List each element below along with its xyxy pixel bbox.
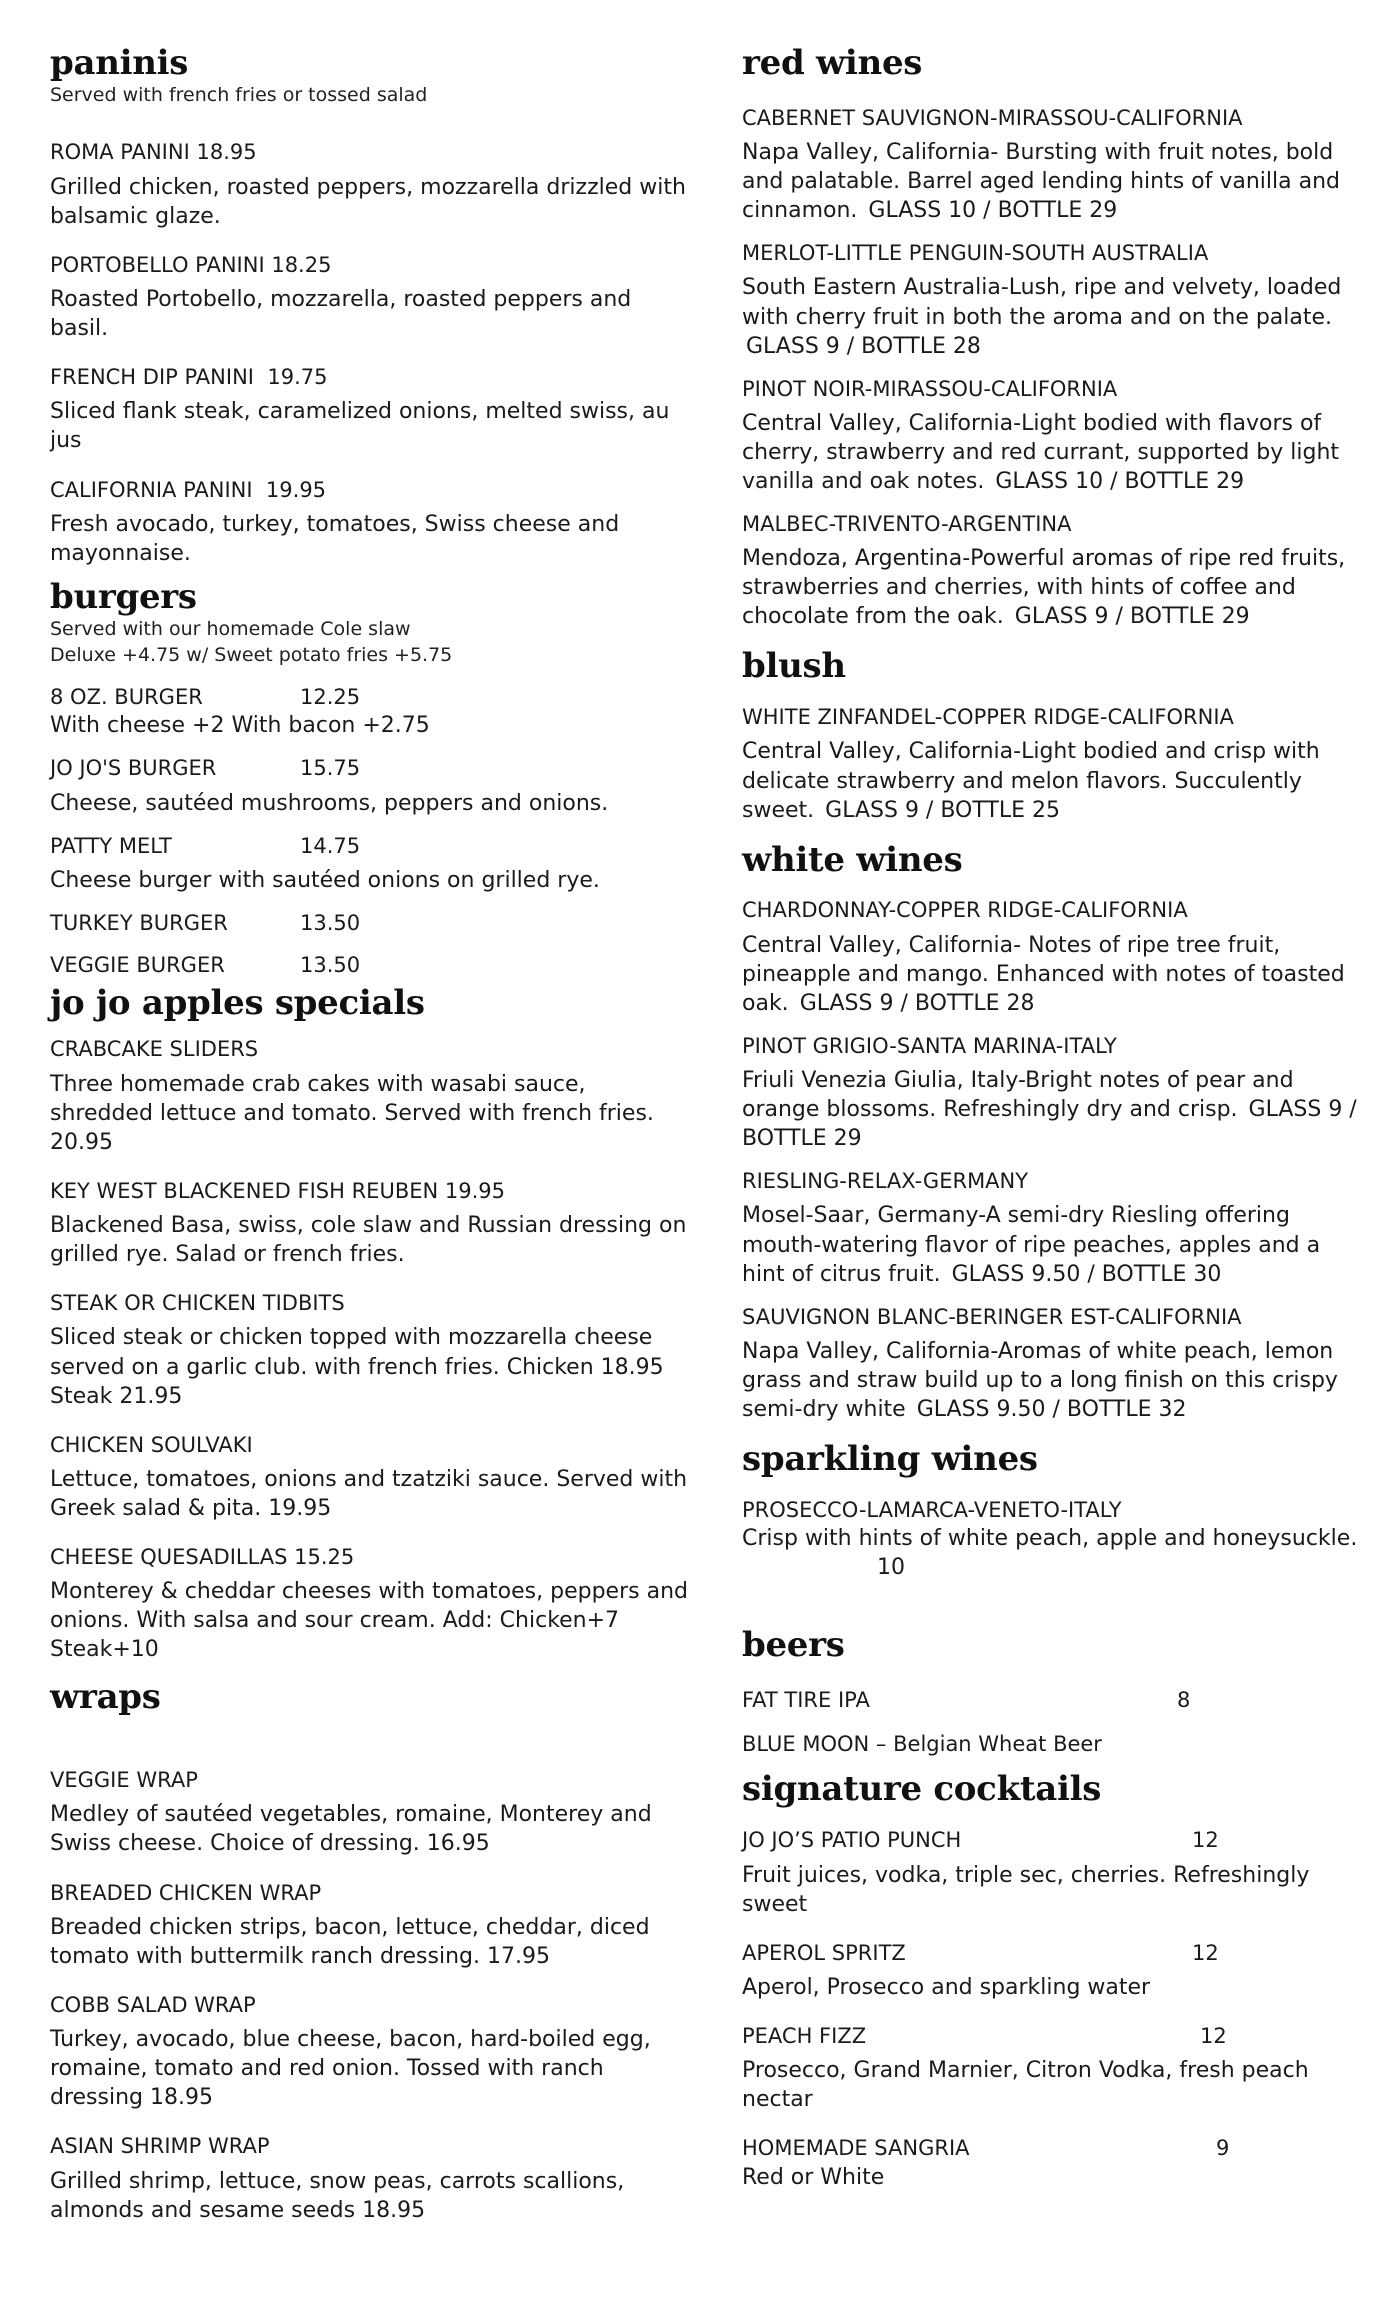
menu-item (50, 1766, 690, 1858)
item-description: Blackened Basa, swiss, cole slaw and Russian dressing on grilled rye. Salad or french fries. (50, 1213, 687, 1268)
item-description: Fruit juices, vodka, triple sec, cherries. Refreshingly sweet (742, 1862, 1310, 1917)
item-name: STEAK OR CHICKEN TIDBITS (50, 1291, 345, 1316)
item-name: TURKEY BURGER (50, 910, 228, 935)
item-description: Red or White (742, 2164, 885, 2190)
item-description: South Eastern Australia-Lush, ripe and velvety, loaded with cherry fruit in both the aroma and on the palate. (742, 275, 1342, 330)
wine-item (742, 896, 1362, 1017)
section-subtitle-burgers-deluxe: Deluxe +4.75 w/ Sweet potato fries +5.75 (50, 644, 453, 667)
item-description: Cheese burger with sautéed onions on grilled rye. (50, 867, 600, 893)
item-description: Medley of sautéed vegetables, romaine, Monterey and Swiss cheese. Choice of dressing. 16.95 (50, 1802, 652, 1857)
item-price: 18.25 (271, 252, 332, 277)
item-name: PINOT NOIR-MIRASSOU-CALIFORNIA (742, 376, 1118, 401)
item-price: 19.95 (265, 477, 327, 502)
item-description: Sliced steak or chicken topped with mozzarella cheese served on a garlic club. with french fries. Chicken 18.95 Steak 21.95 (50, 1325, 664, 1409)
item-price: GLASS 9.50 / BOTTLE 32 (916, 1396, 1187, 1422)
menu-item (50, 1543, 690, 1664)
item-description: Napa Valley, California-Aromas of white peach, lemon grass and straw build up to a long finish on this crispy semi-dry white (742, 1338, 1338, 1422)
section-title-specials: jo jo apples specials (50, 982, 425, 1023)
item-price: GLASS 9 / BOTTLE 28 (799, 990, 1035, 1016)
item-name: CHICKEN SOULVAKI (50, 1432, 253, 1457)
item-name: COBB SALAD WRAP (50, 1992, 256, 2017)
item-name: APEROL SPRITZ (742, 1940, 906, 1965)
section-title-burgers: burgers (50, 576, 197, 617)
item-name: 8 OZ. BURGER (50, 684, 203, 709)
beer-item (742, 1686, 1362, 1714)
cocktail-item (742, 2022, 1362, 2114)
item-price: GLASS 10 / BOTTLE 29 (868, 198, 1118, 224)
item-price: 19.75 (267, 365, 328, 390)
section-title-beers: beers (742, 1625, 845, 1666)
menu-item (50, 138, 690, 230)
item-description: Roasted Portobello, mozzarella, roasted peppers and basil. (50, 287, 632, 342)
wine-item (742, 510, 1362, 631)
item-description: Fresh avocado, turkey, tomatoes, Swiss cheese and mayonnaise. (50, 511, 620, 566)
menu-item (50, 363, 690, 455)
item-name: RIESLING-RELAX-GERMANY (742, 1169, 1029, 1194)
item-name: CRABCAKE SLIDERS (50, 1037, 259, 1062)
item-price: 13.50 (300, 953, 361, 978)
menu-item (50, 251, 690, 343)
item-price: GLASS 10 / BOTTLE 29 (995, 468, 1245, 494)
item-name: FAT TIRE IPA (742, 1687, 870, 1712)
item-name: ROMA PANINI (50, 140, 190, 165)
wine-item (742, 104, 1362, 225)
item-name: MERLOT-LITTLE PENGUIN-SOUTH AUSTRALIA (742, 241, 1209, 266)
item-description: Crisp with hints of white peach, apple and honeysuckle. (742, 1526, 1358, 1552)
item-name: CHARDONNAY-COPPER RIDGE-CALIFORNIA (742, 898, 1188, 923)
item-description: Grilled shrimp, lettuce, snow peas, carrots scallions, almonds and sesame seeds 18.95 (50, 2168, 625, 2223)
item-description: With cheese +2 With bacon +2.75 (50, 713, 430, 739)
item-price: 8 (1177, 1687, 1191, 1712)
item-description: Central Valley, California- Notes of ripe tree fruit, pineapple and mango. Enhanced with notes of toasted oak. (742, 932, 1345, 1016)
section-blush (742, 646, 1362, 824)
right-column (742, 43, 1362, 2192)
item-name: JO JO'S BURGER (50, 756, 217, 781)
section-burgers (50, 576, 690, 980)
menu-item (50, 951, 690, 979)
item-name: HOMEMADE SANGRIA (742, 2136, 970, 2161)
section-subtitle-burgers: Served with our homemade Cole slaw (50, 617, 411, 640)
item-price: GLASS 9.50 / BOTTLE 30 (951, 1261, 1222, 1287)
item-price: 12 (1192, 1828, 1219, 1853)
item-price: 12 (1192, 1940, 1219, 1965)
item-description: Friuli Venezia Giulia, Italy-Bright notes of pear and orange blossoms. Refreshingly dry and crisp. (742, 1068, 1294, 1123)
item-name: PATTY MELT (50, 833, 172, 858)
item-name: PORTOBELLO PANINI (50, 252, 265, 277)
section-subtitle-paninis: Served with french fries or tossed salad (50, 83, 428, 106)
section-wraps (50, 1677, 690, 2224)
cocktail-item (742, 1826, 1362, 1918)
item-description: Cheese, sautéed mushrooms, peppers and onions. (50, 790, 609, 816)
item-description: Three homemade crab cakes with wasabi sauce, shredded lettuce and tomato. Served with french fries. 20.95 (50, 1071, 654, 1155)
item-price: GLASS 9 / BOTTLE 29 (742, 1097, 1357, 1152)
section-title-paninis: paninis (50, 43, 189, 83)
item-name: MALBEC-TRIVENTO-ARGENTINA (742, 512, 1072, 536)
item-name: SAUVIGNON BLANC-BERINGER EST-CALIFORNIA (742, 1304, 1242, 1329)
menu-item (50, 1991, 690, 2112)
left-column (50, 43, 690, 2225)
item-name: PINOT GRIGIO-SANTA MARINA-ITALY (742, 1033, 1117, 1058)
menu-item (50, 754, 690, 817)
cocktail-item (742, 2134, 1362, 2191)
section-title-blush: blush (742, 646, 846, 687)
menu-item (50, 1879, 690, 1971)
menu-item (50, 832, 690, 895)
menu-item (50, 1289, 690, 1410)
item-name: BLUE MOON – Belgian Wheat Beer (742, 1732, 1102, 1757)
item-name: CABERNET SAUVIGNON-MIRASSOU-CALIFORNIA (742, 105, 1243, 130)
item-description: Napa Valley, California- Bursting with fruit notes, bold and palatable. Barrel aged lending hints of vanilla and cinnamon. (742, 140, 1340, 224)
item-name: JO JO’S PATIO PUNCH (742, 1828, 962, 1853)
section-white-wines (742, 839, 1362, 1424)
menu-item (50, 683, 690, 740)
item-price: GLASS 9 / BOTTLE 25 (825, 797, 1060, 823)
section-sparkling-wines (742, 1439, 1362, 1582)
item-description: Breaded chicken strips, bacon, lettuce, cheddar, diced tomato with buttermilk ranch dressing. 17.95 (50, 1914, 650, 1969)
item-price: 12.25 (300, 684, 361, 709)
menu-item (50, 2132, 690, 2224)
item-price: 9 (1216, 2136, 1230, 2161)
section-specials (50, 982, 690, 1665)
wine-item (742, 1167, 1362, 1288)
item-description: Grilled chicken, roasted peppers, mozzarella drizzled with balsamic glaze. (50, 174, 686, 229)
item-price: 10 (877, 1555, 905, 1581)
menu-item (50, 909, 690, 937)
item-description: Mosel-Saar, Germany-A semi-dry Riesling offering mouth-watering flavor of ripe peaches, apples and a hint of citrus fruit. (742, 1203, 1321, 1287)
menu-item (50, 1177, 690, 1269)
item-name: VEGGIE WRAP (50, 1768, 198, 1793)
item-name: FRENCH DIP PANINI (50, 365, 254, 390)
item-name: ASIAN SHRIMP WRAP (50, 2134, 270, 2159)
item-description: Monterey & cheddar cheeses with tomatoes, peppers and onions. With salsa and sour cream. Add: Chicken+7 Steak+10 (50, 1579, 688, 1663)
item-description: Sliced flank steak, caramelized onions, melted swiss, au jus (50, 399, 670, 454)
item-name: PEACH FIZZ (742, 2023, 867, 2048)
item-description: Lettuce, tomatoes, onions and tzatziki sauce. Served with Greek salad & pita. 19.95 (50, 1466, 688, 1521)
item-name: BREADED CHICKEN WRAP (50, 1880, 322, 1905)
item-name: KEY WEST BLACKENED FISH REUBEN 19.95 (50, 1178, 505, 1203)
wine-item (742, 703, 1362, 824)
wine-item (742, 239, 1362, 360)
item-price: GLASS 9 / BOTTLE 28 (746, 333, 981, 359)
item-name: VEGGIE BURGER (50, 953, 225, 978)
section-title-red-wines: red wines (742, 43, 923, 83)
item-description: Mendoza, Argentina-Powerful aromas of ripe red fruits, strawberries and cherries, with hints of coffee and chocolate from the oak. (742, 546, 1346, 630)
item-description: Central Valley, California-Light bodied and crisp with delicate strawberry and melon flavors. Succulently sweet. (742, 739, 1320, 823)
menu-item (50, 1431, 690, 1523)
item-price: 12 (1200, 2023, 1227, 2048)
wine-item (742, 1303, 1362, 1424)
item-name: WHITE ZINFANDEL-COPPER RIDGE-CALIFORNIA (742, 705, 1234, 730)
item-name: PROSECCO-LAMARCA-VENETO-ITALY (742, 1497, 1122, 1522)
wine-item (742, 1032, 1362, 1153)
item-price: 18.95 (196, 140, 257, 165)
section-red-wines (742, 43, 1362, 631)
menu-item (50, 1035, 690, 1156)
section-paninis (50, 43, 690, 568)
item-price: GLASS 9 / BOTTLE 29 (1014, 604, 1250, 630)
beer-item (742, 1730, 1362, 1758)
item-price: 15.75 (300, 756, 361, 781)
cocktail-item (742, 1939, 1362, 2002)
wine-item (742, 375, 1362, 496)
wine-item (742, 1496, 1362, 1582)
item-description: Central Valley, California-Light bodied with flavors of cherry, strawberry and red currant, supported by light vanilla and oak notes. (742, 410, 1340, 494)
section-signature-cocktails (742, 1769, 1362, 2191)
section-beers (742, 1625, 1362, 1758)
item-description: Aperol, Prosecco and sparkling water (742, 1974, 1151, 2000)
section-title-sparkling-wines: sparkling wines (742, 1439, 1038, 1479)
section-title-wraps: wraps (50, 1677, 161, 1718)
item-name: CALIFORNIA PANINI (50, 477, 253, 502)
item-price: 13.50 (300, 910, 361, 935)
section-title-signature-cocktails: signature cocktails (742, 1769, 1102, 1810)
menu-item (50, 476, 690, 568)
item-name: CHEESE QUESADILLAS 15.25 (50, 1544, 355, 1569)
item-description: Prosecco, Grand Marnier, Citron Vodka, fresh peach nectar (742, 2058, 1309, 2113)
item-description: Turkey, avocado, blue cheese, bacon, hard-boiled egg, romaine, tomato and red onion. Tossed with ranch dressing 18.95 (50, 2027, 651, 2111)
section-title-white-wines: white wines (742, 839, 963, 880)
item-price: 14.75 (300, 833, 361, 858)
